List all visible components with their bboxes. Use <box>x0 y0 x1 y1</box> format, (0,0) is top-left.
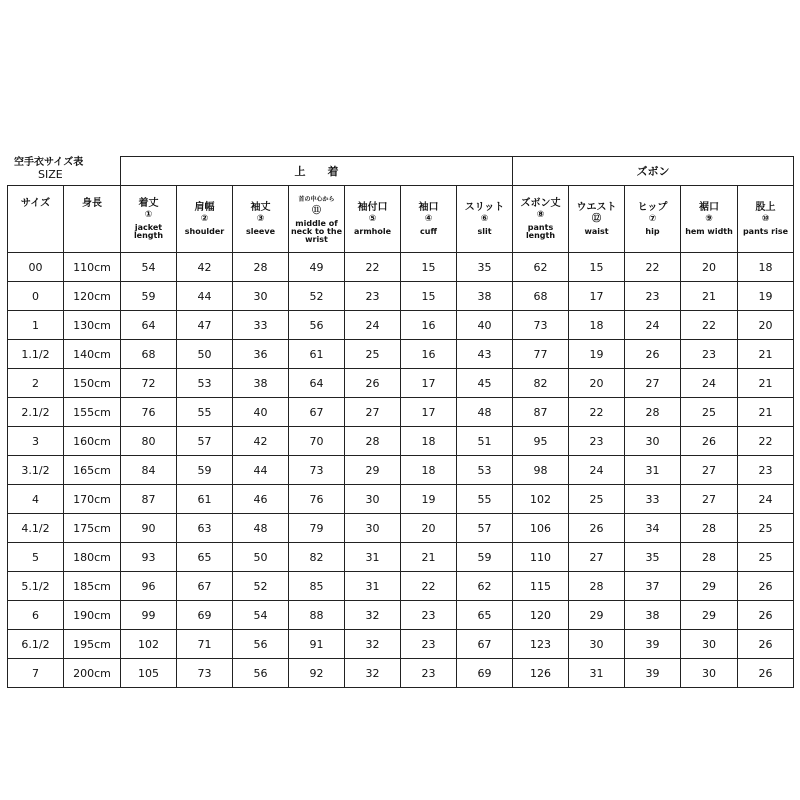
cell-value: 24 <box>569 456 625 485</box>
cell-value: 42 <box>233 427 289 456</box>
cell-value: 20 <box>738 311 794 340</box>
header-col <box>681 186 738 253</box>
header-col-ja: 肩幅 <box>194 202 215 213</box>
table-body <box>8 253 794 688</box>
cell-value: 90 <box>121 514 177 543</box>
group-bottom: ズボン <box>513 157 794 186</box>
cell-value: 38 <box>625 601 681 630</box>
cell-value: 21 <box>738 398 794 427</box>
cell-value: 62 <box>513 253 569 282</box>
cell-value: 67 <box>457 630 513 659</box>
cell-value: 76 <box>289 485 345 514</box>
cell-value: 42 <box>177 253 233 282</box>
header-col-en: sleeve <box>246 227 275 236</box>
cell-value: 30 <box>681 630 738 659</box>
cell-value: 27 <box>681 485 738 514</box>
table-row <box>8 456 794 485</box>
cell-value: 87 <box>121 485 177 514</box>
cell-value: 79 <box>289 514 345 543</box>
header-col-en: jacket length <box>133 223 164 240</box>
title-english: SIZE <box>38 168 63 181</box>
cell-value: 71 <box>177 630 233 659</box>
header-col-en: pants rise <box>742 227 789 236</box>
cell-height: 150cm <box>64 369 121 398</box>
cell-value: 76 <box>121 398 177 427</box>
cell-value: 61 <box>289 340 345 369</box>
cell-value: 82 <box>513 369 569 398</box>
cell-value: 32 <box>345 630 401 659</box>
cell-value: 25 <box>569 485 625 514</box>
header-col <box>289 186 345 253</box>
cell-value: 20 <box>569 369 625 398</box>
cell-value: 15 <box>569 253 625 282</box>
cell-value: 59 <box>177 456 233 485</box>
cell-value: 22 <box>401 572 457 601</box>
cell-value: 64 <box>289 369 345 398</box>
header-col-number: ④ <box>424 214 433 224</box>
cell-value: 31 <box>625 456 681 485</box>
cell-value: 28 <box>681 514 738 543</box>
cell-value: 29 <box>569 601 625 630</box>
header-col-ja: 股上 <box>755 202 776 213</box>
header-col-ja: 袖付口 <box>357 202 388 213</box>
cell-value: 98 <box>513 456 569 485</box>
header-col <box>401 186 457 253</box>
header-col-ja: 袖丈 <box>250 202 271 213</box>
table-row <box>8 398 794 427</box>
cell-value: 67 <box>289 398 345 427</box>
cell-value: 69 <box>457 659 513 688</box>
cell-value: 62 <box>457 572 513 601</box>
header-col <box>738 186 794 253</box>
table-row <box>8 369 794 398</box>
header-col <box>345 186 401 253</box>
cell-value: 23 <box>681 340 738 369</box>
cell-value: 80 <box>121 427 177 456</box>
cell-value: 40 <box>233 398 289 427</box>
header-col-en: armhole <box>353 227 392 236</box>
cell-value: 30 <box>681 659 738 688</box>
cell-value: 73 <box>513 311 569 340</box>
header-col <box>233 186 289 253</box>
cell-value: 35 <box>625 543 681 572</box>
cell-value: 43 <box>457 340 513 369</box>
table-row <box>8 485 794 514</box>
cell-value: 28 <box>681 543 738 572</box>
cell-value: 68 <box>121 340 177 369</box>
cell-value: 25 <box>681 398 738 427</box>
cell-height: 110cm <box>64 253 121 282</box>
cell-value: 18 <box>401 427 457 456</box>
cell-value: 102 <box>121 630 177 659</box>
table-row <box>8 282 794 311</box>
cell-value: 27 <box>569 543 625 572</box>
cell-value: 15 <box>401 253 457 282</box>
cell-value: 91 <box>289 630 345 659</box>
cell-size: 7 <box>8 659 64 688</box>
cell-value: 29 <box>681 601 738 630</box>
cell-value: 63 <box>177 514 233 543</box>
cell-value: 28 <box>345 427 401 456</box>
header-col-number: ⑨ <box>705 214 713 224</box>
cell-value: 56 <box>233 630 289 659</box>
group-top: 上 着 <box>121 157 513 186</box>
cell-value: 25 <box>738 514 794 543</box>
header-col-number: ① <box>144 210 153 220</box>
cell-value: 84 <box>121 456 177 485</box>
cell-value: 18 <box>738 253 794 282</box>
header-col-en: shoulder <box>184 227 225 236</box>
header-col-ja: スリット <box>464 202 505 213</box>
table-row <box>8 659 794 688</box>
cell-height: 140cm <box>64 340 121 369</box>
cell-height: 160cm <box>64 427 121 456</box>
cell-value: 48 <box>457 398 513 427</box>
cell-value: 16 <box>401 340 457 369</box>
cell-value: 26 <box>738 572 794 601</box>
cell-size: 5.1/2 <box>8 572 64 601</box>
cell-value: 23 <box>738 456 794 485</box>
cell-value: 73 <box>289 456 345 485</box>
cell-value: 24 <box>681 369 738 398</box>
size-table <box>7 156 794 688</box>
cell-value: 24 <box>625 311 681 340</box>
cell-value: 51 <box>457 427 513 456</box>
cell-height: 120cm <box>64 282 121 311</box>
cell-value: 17 <box>569 282 625 311</box>
cell-value: 20 <box>681 253 738 282</box>
cell-value: 30 <box>569 630 625 659</box>
cell-value: 68 <box>513 282 569 311</box>
cell-value: 23 <box>401 630 457 659</box>
cell-value: 44 <box>177 282 233 311</box>
cell-value: 31 <box>345 572 401 601</box>
cell-value: 65 <box>457 601 513 630</box>
cell-value: 22 <box>738 427 794 456</box>
cell-value: 77 <box>513 340 569 369</box>
cell-value: 23 <box>625 282 681 311</box>
cell-value: 88 <box>289 601 345 630</box>
header-col <box>513 186 569 253</box>
cell-value: 26 <box>345 369 401 398</box>
cell-value: 57 <box>457 514 513 543</box>
header-col-number: ⑩ <box>761 214 770 224</box>
cell-value: 38 <box>233 369 289 398</box>
cell-value: 27 <box>345 398 401 427</box>
cell-value: 95 <box>513 427 569 456</box>
cell-value: 93 <box>121 543 177 572</box>
cell-value: 26 <box>569 514 625 543</box>
header-col <box>177 186 233 253</box>
cell-value: 16 <box>401 311 457 340</box>
cell-value: 45 <box>457 369 513 398</box>
cell-value: 18 <box>401 456 457 485</box>
cell-value: 30 <box>345 514 401 543</box>
cell-value: 46 <box>233 485 289 514</box>
cell-value: 22 <box>345 253 401 282</box>
header-col-en: hip <box>645 227 660 236</box>
header-col-ja: ウエスト <box>576 202 617 213</box>
cell-value: 48 <box>233 514 289 543</box>
header-col-en: slit <box>477 227 492 236</box>
cell-value: 33 <box>233 311 289 340</box>
cell-value: 73 <box>177 659 233 688</box>
cell-value: 21 <box>401 543 457 572</box>
cell-value: 22 <box>681 311 738 340</box>
cell-value: 23 <box>401 659 457 688</box>
cell-value: 17 <box>401 398 457 427</box>
cell-value: 31 <box>569 659 625 688</box>
header-col-number: ⑪ <box>311 206 321 216</box>
cell-height: 165cm <box>64 456 121 485</box>
cell-value: 23 <box>569 427 625 456</box>
cell-value: 22 <box>625 253 681 282</box>
cell-value: 120 <box>513 601 569 630</box>
cell-size: 6 <box>8 601 64 630</box>
cell-value: 39 <box>625 659 681 688</box>
cell-value: 27 <box>681 456 738 485</box>
cell-value: 28 <box>569 572 625 601</box>
header-col-number: ⑫ <box>591 214 601 224</box>
cell-value: 64 <box>121 311 177 340</box>
cell-value: 55 <box>457 485 513 514</box>
cell-value: 21 <box>738 369 794 398</box>
cell-size: 4 <box>8 485 64 514</box>
cell-value: 32 <box>345 601 401 630</box>
cell-value: 23 <box>345 282 401 311</box>
cell-value: 35 <box>457 253 513 282</box>
cell-value: 19 <box>738 282 794 311</box>
cell-value: 59 <box>457 543 513 572</box>
cell-height: 180cm <box>64 543 121 572</box>
cell-value: 37 <box>625 572 681 601</box>
table-row <box>8 572 794 601</box>
cell-value: 50 <box>233 543 289 572</box>
cell-value: 54 <box>233 601 289 630</box>
cell-value: 19 <box>401 485 457 514</box>
cell-value: 69 <box>177 601 233 630</box>
header-col-ja: ヒップ <box>637 202 668 213</box>
header-col-number: ⑤ <box>368 214 377 224</box>
cell-value: 105 <box>121 659 177 688</box>
cell-value: 30 <box>233 282 289 311</box>
cell-value: 26 <box>681 427 738 456</box>
cell-value: 123 <box>513 630 569 659</box>
header-col-ja: 着丈 <box>138 198 159 209</box>
table-row <box>8 311 794 340</box>
cell-value: 23 <box>401 601 457 630</box>
cell-value: 27 <box>625 369 681 398</box>
cell-value: 28 <box>233 253 289 282</box>
cell-value: 96 <box>121 572 177 601</box>
cell-height: 155cm <box>64 398 121 427</box>
cell-value: 34 <box>625 514 681 543</box>
cell-value: 61 <box>177 485 233 514</box>
cell-value: 55 <box>177 398 233 427</box>
cell-height: 185cm <box>64 572 121 601</box>
cell-value: 50 <box>177 340 233 369</box>
header-col-number: ⑥ <box>480 214 489 224</box>
header-col <box>569 186 625 253</box>
cell-value: 30 <box>625 427 681 456</box>
cell-value: 72 <box>121 369 177 398</box>
cell-value: 65 <box>177 543 233 572</box>
cell-value: 106 <box>513 514 569 543</box>
header-col <box>625 186 681 253</box>
cell-value: 53 <box>177 369 233 398</box>
cell-value: 87 <box>513 398 569 427</box>
cell-value: 26 <box>738 601 794 630</box>
cell-value: 17 <box>401 369 457 398</box>
cell-value: 36 <box>233 340 289 369</box>
cell-value: 28 <box>625 398 681 427</box>
table-row <box>8 543 794 572</box>
header-col-ja: 裾口 <box>699 202 719 213</box>
header-col-number: ② <box>200 214 209 224</box>
cell-height: 130cm <box>64 311 121 340</box>
header-col-en: middle of neck to the wrist <box>290 219 343 244</box>
cell-size: 2 <box>8 369 64 398</box>
cell-value: 82 <box>289 543 345 572</box>
cell-value: 102 <box>513 485 569 514</box>
cell-height: 195cm <box>64 630 121 659</box>
table-row <box>8 514 794 543</box>
cell-value: 15 <box>401 282 457 311</box>
cell-value: 70 <box>289 427 345 456</box>
cell-size: 6.1/2 <box>8 630 64 659</box>
cell-value: 21 <box>681 282 738 311</box>
cell-value: 29 <box>345 456 401 485</box>
header-size: サイズ <box>8 186 64 253</box>
cell-height: 175cm <box>64 514 121 543</box>
header-col-number: ③ <box>256 214 265 224</box>
cell-value: 21 <box>738 340 794 369</box>
cell-size: 3 <box>8 427 64 456</box>
header-col-ja: 首の中心から <box>298 196 335 203</box>
header-col-number: ⑧ <box>536 210 545 220</box>
cell-value: 24 <box>345 311 401 340</box>
cell-value: 33 <box>625 485 681 514</box>
cell-size: 1.1/2 <box>8 340 64 369</box>
cell-value: 18 <box>569 311 625 340</box>
header-col-en: hem width <box>685 227 733 236</box>
cell-value: 39 <box>625 630 681 659</box>
table-row <box>8 601 794 630</box>
cell-value: 44 <box>233 456 289 485</box>
group-header-row <box>8 157 794 186</box>
cell-value: 53 <box>457 456 513 485</box>
header-col-en: waist <box>584 227 609 236</box>
table-row <box>8 427 794 456</box>
cell-size: 0 <box>8 282 64 311</box>
cell-size: 3.1/2 <box>8 456 64 485</box>
cell-value: 26 <box>738 630 794 659</box>
cell-value: 25 <box>345 340 401 369</box>
cell-value: 40 <box>457 311 513 340</box>
cell-value: 85 <box>289 572 345 601</box>
header-col-ja: 袖口 <box>418 202 439 213</box>
column-header-row <box>8 186 794 253</box>
header-col <box>121 186 177 253</box>
cell-size: 00 <box>8 253 64 282</box>
cell-value: 26 <box>738 659 794 688</box>
cell-value: 56 <box>289 311 345 340</box>
cell-value: 92 <box>289 659 345 688</box>
title-cell <box>8 157 121 186</box>
cell-value: 19 <box>569 340 625 369</box>
cell-value: 56 <box>233 659 289 688</box>
cell-value: 24 <box>738 485 794 514</box>
cell-value: 99 <box>121 601 177 630</box>
header-col-number: ⑦ <box>648 214 657 224</box>
header-col-en: pants length <box>525 223 556 240</box>
cell-value: 67 <box>177 572 233 601</box>
cell-height: 190cm <box>64 601 121 630</box>
cell-value: 47 <box>177 311 233 340</box>
cell-value: 126 <box>513 659 569 688</box>
cell-height: 170cm <box>64 485 121 514</box>
cell-value: 30 <box>345 485 401 514</box>
cell-value: 52 <box>289 282 345 311</box>
table-row <box>8 630 794 659</box>
cell-value: 31 <box>345 543 401 572</box>
header-col-ja: ズボン丈 <box>520 198 561 209</box>
cell-size: 1 <box>8 311 64 340</box>
cell-height: 200cm <box>64 659 121 688</box>
cell-value: 26 <box>625 340 681 369</box>
cell-size: 2.1/2 <box>8 398 64 427</box>
table-row <box>8 340 794 369</box>
cell-value: 32 <box>345 659 401 688</box>
header-col-en: cuff <box>420 227 437 236</box>
cell-value: 57 <box>177 427 233 456</box>
cell-value: 38 <box>457 282 513 311</box>
cell-size: 5 <box>8 543 64 572</box>
header-height: 身長 <box>64 186 121 253</box>
cell-value: 29 <box>681 572 738 601</box>
header-col <box>457 186 513 253</box>
cell-value: 110 <box>513 543 569 572</box>
cell-value: 20 <box>401 514 457 543</box>
cell-value: 49 <box>289 253 345 282</box>
cell-value: 54 <box>121 253 177 282</box>
cell-value: 25 <box>738 543 794 572</box>
cell-value: 22 <box>569 398 625 427</box>
cell-size: 4.1/2 <box>8 514 64 543</box>
table-row <box>8 253 794 282</box>
cell-value: 115 <box>513 572 569 601</box>
title-japanese: 空手衣サイズ表 <box>14 157 84 168</box>
cell-value: 52 <box>233 572 289 601</box>
cell-value: 59 <box>121 282 177 311</box>
